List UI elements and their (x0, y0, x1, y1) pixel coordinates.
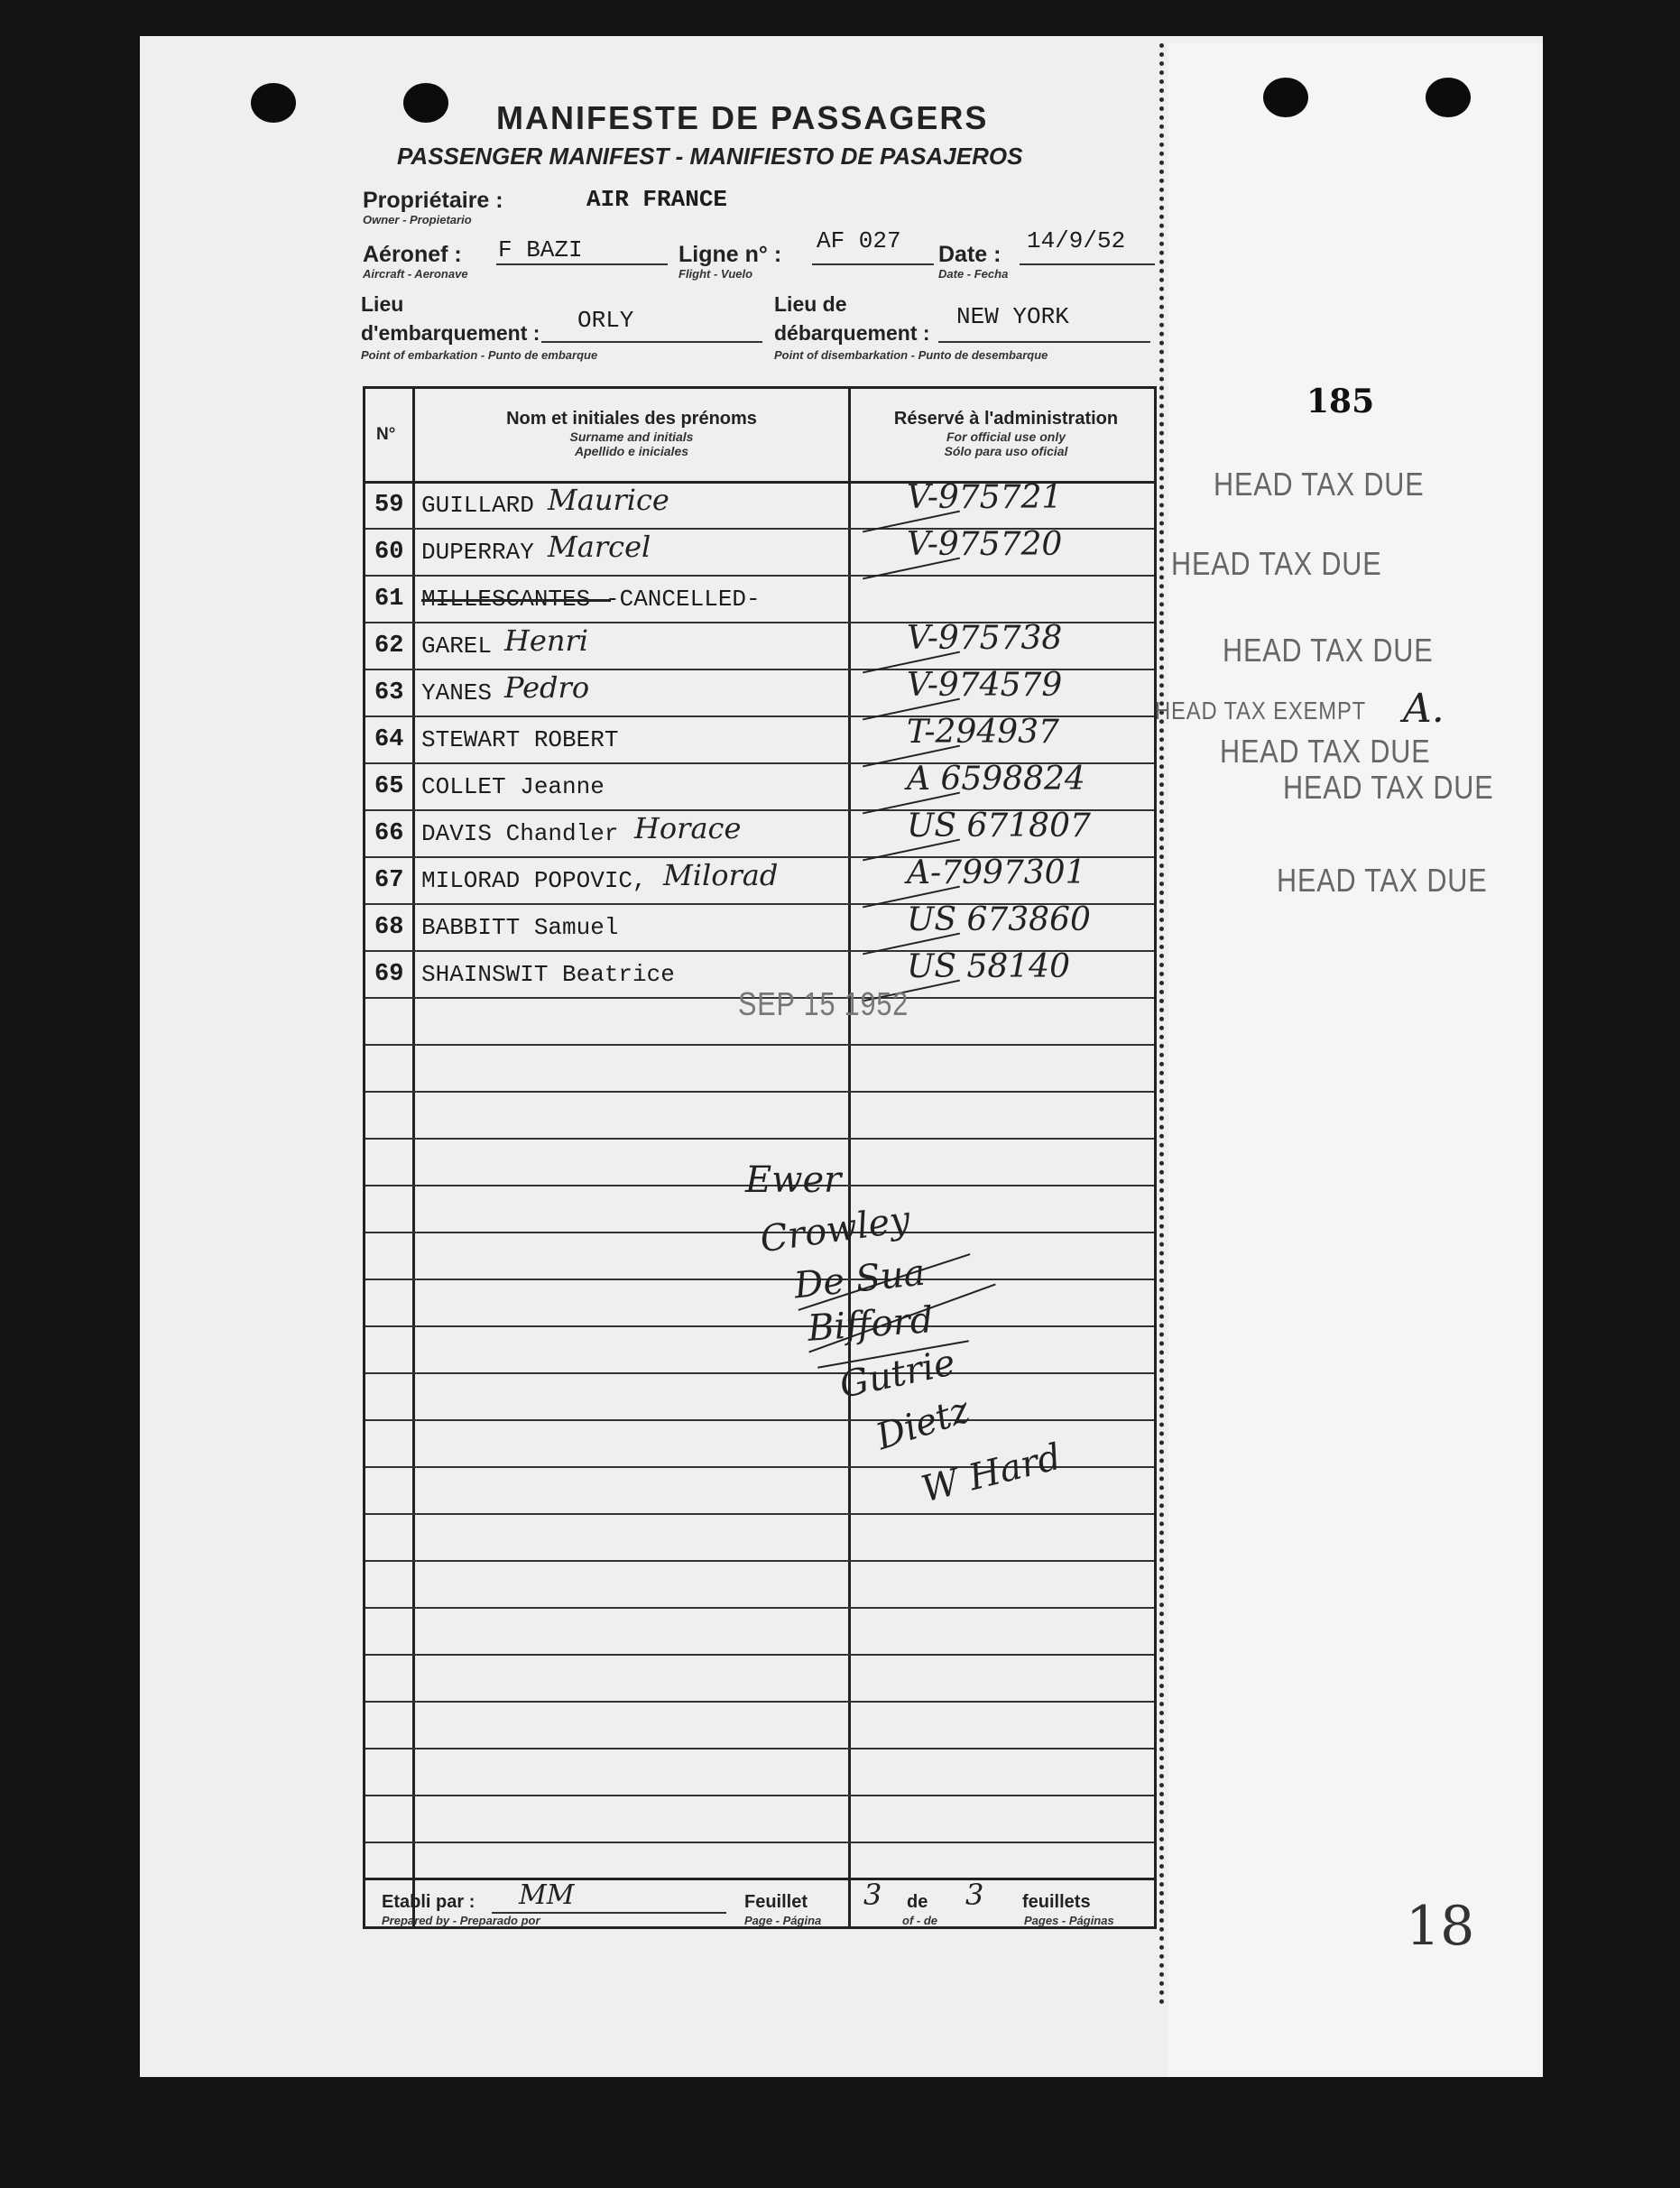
prepared-label: Etabli par : (382, 1892, 475, 1912)
col-admin-header: Réservé à l'administration (893, 409, 1119, 429)
handwritten-note: Ewer (745, 1159, 842, 1201)
date-underline (1020, 263, 1155, 265)
passenger-name: DAVIS Chandler (421, 820, 619, 847)
row-number: 68 (374, 914, 404, 941)
admin-number: V-974579 (907, 667, 1063, 704)
embarkation-label-2: d'embarquement : (361, 321, 540, 345)
aircraft-underline (496, 263, 668, 265)
row-number: 67 (374, 867, 404, 894)
pages-sublabel: Pages - Páginas (1024, 1914, 1114, 1927)
col-admin-sub2: Sólo para uso oficial (944, 444, 1068, 458)
admin-number: US 673860 (907, 901, 1091, 938)
sheet-sublabel: Page - Página (744, 1914, 822, 1927)
disembarkation-sublabel: Point of disembarkation - Punto de desembarque (774, 348, 1048, 362)
col-admin-sub1: For official use only (946, 429, 1066, 444)
punch-hole (1426, 78, 1471, 117)
handwritten-note: Crowley (757, 1198, 913, 1261)
row-line (365, 1091, 1154, 1093)
admin-number: US 58140 (907, 948, 1070, 985)
passenger-name: BABBITT Samuel (421, 914, 619, 941)
row-number: 62 (374, 632, 404, 660)
flight-sublabel: Flight - Vuelo (678, 267, 753, 281)
row-line (365, 1795, 1154, 1796)
row-number: 59 (374, 492, 404, 519)
head-tax-stamp: HEAD TAX DUE (1277, 862, 1488, 899)
of-label: de (907, 1892, 928, 1912)
col-name-sub2: Apellido e iniciales (574, 444, 689, 458)
punch-hole (1263, 78, 1308, 117)
col-no-header: N° (376, 425, 396, 444)
passenger-handwritten-name: Marcel (548, 530, 651, 564)
row-line (365, 1607, 1154, 1609)
row-line (365, 1748, 1154, 1749)
admin-number: A 6598824 (907, 761, 1085, 798)
official-stub (1168, 43, 1543, 2077)
passenger-name: STEWART ROBERT (421, 726, 619, 753)
admin-number: T-294937 (907, 714, 1059, 751)
date-sublabel: Date - Fecha (938, 267, 1009, 281)
page-title: MANIFESTE DE PASSAGERS (496, 99, 989, 136)
col-name-sub1: Surname and initials (569, 429, 694, 444)
admin-number: A-7997301 (907, 854, 1086, 891)
row-line (365, 1654, 1154, 1656)
flight-value: AF 027 (817, 227, 901, 254)
passenger-name: GUILLARD (421, 492, 534, 519)
stub-page-number: 185 (1306, 383, 1375, 420)
prepared-sublabel: Prepared by - Preparado por (382, 1914, 540, 1927)
row-line (365, 1842, 1154, 1843)
embarkation-underline (541, 341, 762, 343)
of-sublabel: of - de (902, 1914, 937, 1927)
column-divider (412, 389, 415, 1926)
column-divider (848, 389, 851, 1926)
head-tax-stamp: HEAD TAX DUE (1223, 632, 1434, 669)
row-number: 64 (374, 726, 404, 753)
row-line (365, 1372, 1154, 1374)
passenger-name: DUPERRAY (421, 539, 534, 566)
head-tax-stamp: HEAD TAX EXEMPT (1155, 697, 1367, 725)
handwritten-note: Dietz (871, 1389, 975, 1459)
footer-divider (365, 1878, 1154, 1880)
admin-number: V-975738 (907, 620, 1063, 657)
sheet-total: 3 (965, 1878, 984, 1912)
flight-label: Ligne n° : (678, 242, 782, 267)
passenger-name: MILLESCANTES (421, 586, 591, 613)
owner-label: Propriétaire : (363, 188, 503, 213)
row-line (365, 1513, 1154, 1515)
row-line (365, 1701, 1154, 1703)
flight-underline (812, 263, 934, 265)
passenger-handwritten-name: Henri (504, 623, 588, 658)
aircraft-value: F BAZI (498, 236, 583, 263)
punch-hole (403, 83, 448, 123)
row-line (365, 1279, 1154, 1280)
row-line (365, 1044, 1154, 1046)
handwritten-note: W Hard (917, 1436, 1066, 1511)
passenger-name: MILORAD POPOVIC, (421, 867, 647, 894)
owner-sublabel: Owner - Propietario (363, 213, 472, 226)
punch-hole (251, 83, 296, 123)
row-line (365, 1138, 1154, 1140)
prepared-value: MM (519, 1879, 575, 1911)
disembarkation-underline (938, 341, 1150, 343)
row-number: 61 (374, 586, 404, 613)
passenger-name: YANES (421, 679, 493, 706)
row-line (365, 1419, 1154, 1421)
head-tax-stamp: HEAD TAX DUE (1220, 733, 1431, 770)
head-tax-stamp: HEAD TAX DUE (1283, 769, 1494, 806)
passenger-handwritten-name: Milorad (663, 858, 779, 892)
corner-note: 18 (1406, 1895, 1475, 1958)
row-line (365, 1560, 1154, 1562)
perforation-line (1159, 43, 1164, 2006)
disembarkation-value: NEW YORK (956, 303, 1069, 330)
passenger-name: GAREL (421, 632, 493, 660)
embarkation-label-1: Lieu (361, 292, 404, 316)
row-line (365, 1325, 1154, 1327)
aircraft-label: Aéronef : (363, 242, 462, 267)
received-date-stamp: SEP 15 1952 (738, 985, 909, 1022)
cancel-strike (421, 599, 611, 602)
col-name-header: Nom et initiales des prénoms (506, 409, 757, 429)
passenger-name: COLLET Jeanne (421, 773, 605, 800)
page-subtitle: PASSENGER MANIFEST - MANIFIESTO DE PASAJEROS (397, 143, 1023, 170)
row-number: 60 (374, 539, 404, 566)
passenger-handwritten-name: Pedro (504, 670, 590, 705)
row-line (365, 575, 1154, 577)
handwritten-note: De Sua (791, 1251, 928, 1307)
date-label: Date : (938, 242, 1002, 267)
passenger-handwritten-name: Maurice (548, 483, 669, 517)
date-value: 14/9/52 (1027, 227, 1126, 254)
exempt-mark: A. (1403, 686, 1445, 732)
admin-number: V-975721 (907, 479, 1063, 516)
passenger-handwritten-name: Horace (634, 811, 742, 845)
embarkation-sublabel: Point of embarkation - Punto de embarque (361, 348, 598, 362)
row-number: 65 (374, 773, 404, 800)
row-number: 63 (374, 679, 404, 706)
passenger-name: SHAINSWIT Beatrice (421, 961, 675, 988)
sheets-label: feuillets (1022, 1892, 1091, 1912)
embarkation-value: ORLY (577, 307, 634, 334)
disembarkation-label-1: Lieu de (774, 292, 847, 316)
handwritten-note: Bifford (806, 1299, 935, 1350)
sheet-number: 3 (863, 1878, 882, 1912)
admin-number: US 671807 (907, 808, 1091, 845)
admin-number: V-975720 (907, 526, 1063, 563)
disembarkation-label-2: débarquement : (774, 321, 930, 345)
head-tax-stamp: HEAD TAX DUE (1214, 466, 1425, 503)
row-number: 66 (374, 820, 404, 847)
aircraft-sublabel: Aircraft - Aeronave (363, 267, 468, 281)
head-tax-stamp: HEAD TAX DUE (1171, 545, 1382, 582)
row-number: 69 (374, 961, 404, 988)
owner-value: AIR FRANCE (586, 186, 728, 213)
handwritten-note: Gutrie (835, 1342, 959, 1407)
passenger-table (363, 386, 1157, 1929)
sheet-label: Feuillet (744, 1892, 808, 1912)
passenger-handwritten-name: -CANCELLED- (605, 586, 761, 613)
